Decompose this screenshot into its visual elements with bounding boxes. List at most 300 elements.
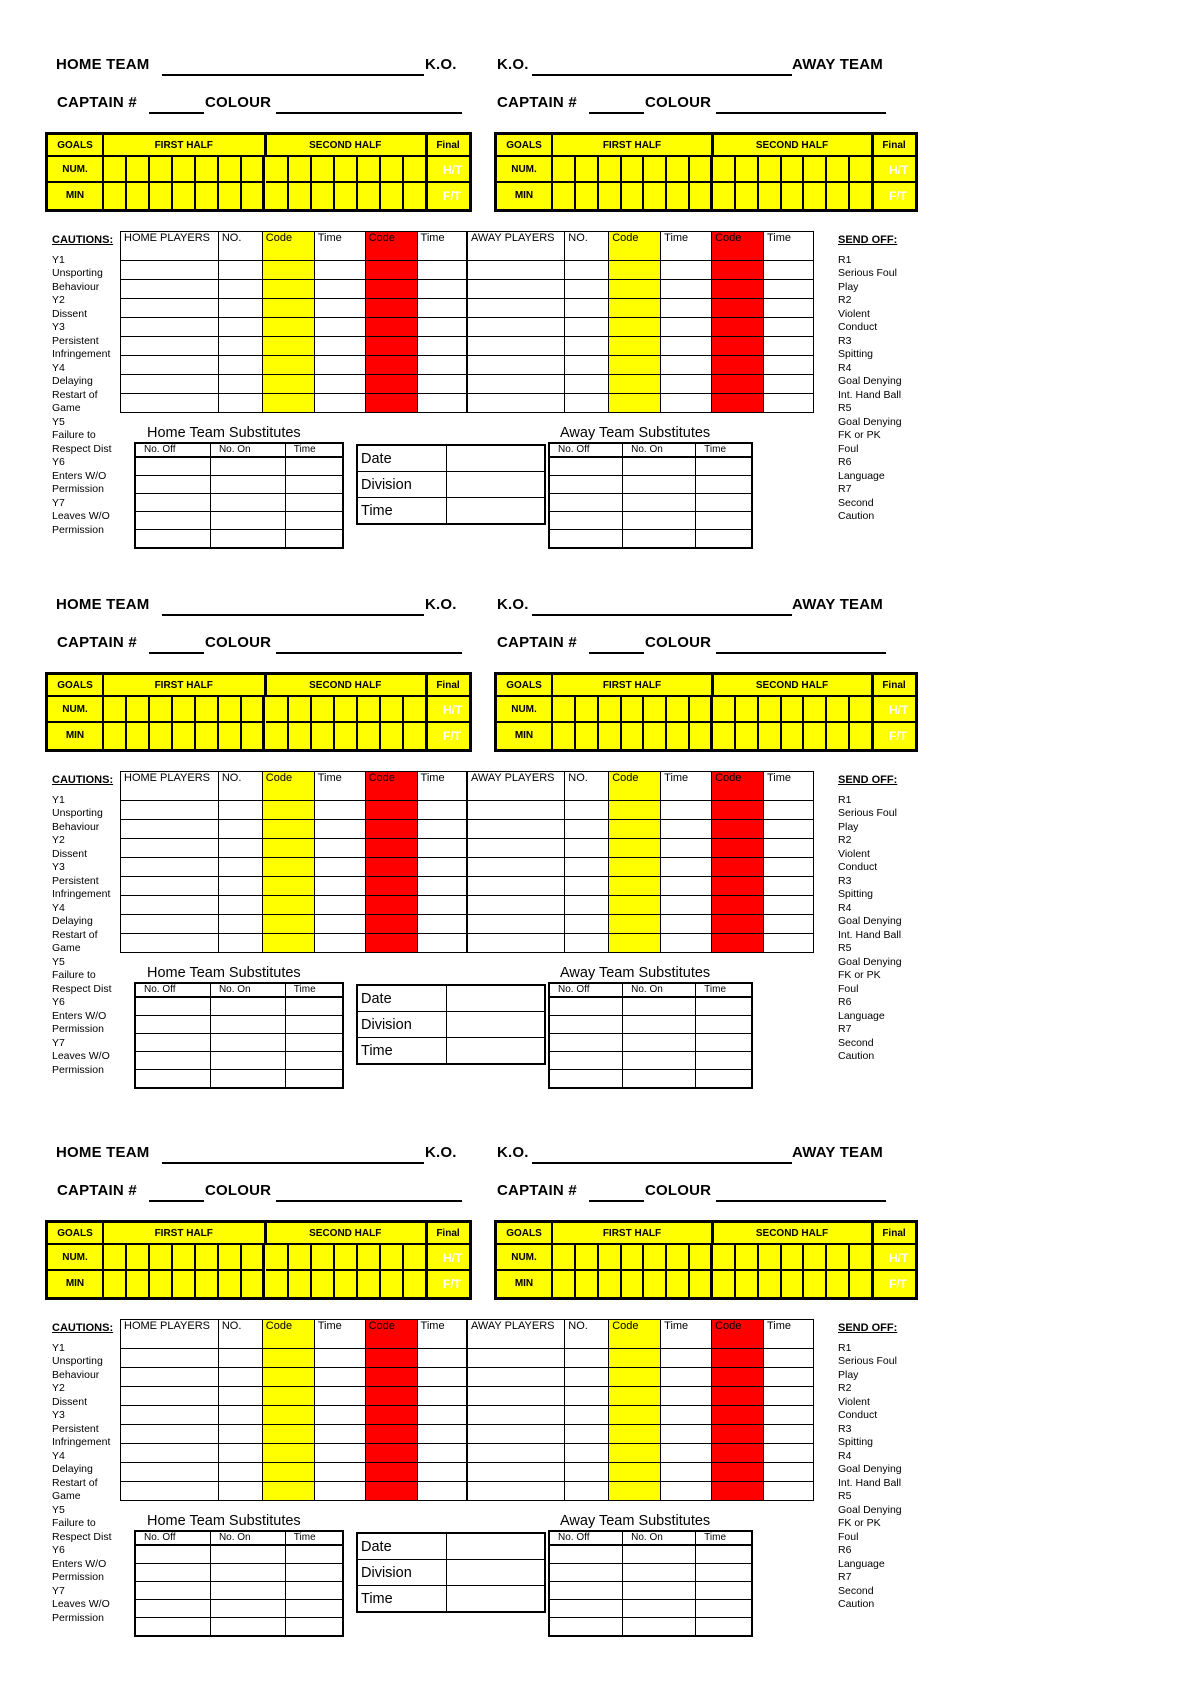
player-cell[interactable] (467, 896, 565, 915)
home-goals-grid[interactable] (45, 132, 472, 212)
goal-min-cell[interactable] (127, 723, 150, 749)
goal-num-cell[interactable] (196, 697, 219, 723)
goal-min-cell[interactable] (782, 1271, 805, 1297)
goal-num-cell[interactable] (289, 697, 312, 723)
goal-num-cell[interactable] (242, 157, 265, 183)
player-cell[interactable] (314, 1482, 365, 1501)
player-cell[interactable] (365, 1463, 417, 1482)
sub-cell[interactable] (549, 457, 623, 476)
goal-min-cell[interactable] (553, 183, 576, 209)
player-cell[interactable] (712, 934, 764, 953)
goal-num-cell[interactable] (553, 697, 576, 723)
player-cell[interactable] (763, 356, 813, 375)
goal-num-cell[interactable] (242, 1245, 265, 1271)
goal-num-cell[interactable] (381, 697, 404, 723)
half-time-score[interactable]: H/T (889, 1251, 909, 1265)
goal-num-cell[interactable] (850, 1245, 873, 1271)
player-cell[interactable] (262, 839, 314, 858)
goal-num-cell[interactable] (242, 697, 265, 723)
sub-cell[interactable] (549, 1582, 623, 1600)
player-cell[interactable] (365, 1368, 417, 1387)
goal-num-cell[interactable] (599, 1245, 622, 1271)
player-cell[interactable] (565, 337, 609, 356)
player-cell[interactable] (417, 801, 467, 820)
player-cell[interactable] (467, 1349, 565, 1368)
sub-cell[interactable] (549, 476, 623, 494)
sub-cell[interactable] (285, 457, 343, 476)
home-subs-table[interactable] (134, 1530, 344, 1637)
player-cell[interactable] (661, 261, 712, 280)
player-cell[interactable] (763, 375, 813, 394)
time-field[interactable] (447, 1586, 546, 1613)
sub-cell[interactable] (696, 1600, 752, 1618)
goal-min-cell[interactable] (736, 183, 759, 209)
sub-cell[interactable] (210, 494, 285, 512)
player-cell[interactable] (609, 337, 661, 356)
sub-cell[interactable] (623, 1564, 696, 1582)
goal-num-cell[interactable] (690, 697, 713, 723)
sub-cell[interactable] (549, 1564, 623, 1582)
player-cell[interactable] (417, 1463, 467, 1482)
date-field[interactable] (447, 985, 546, 1012)
player-cell[interactable] (417, 1425, 467, 1444)
goal-num-cell[interactable] (173, 1245, 196, 1271)
half-time-score[interactable]: H/T (443, 1251, 463, 1265)
goal-num-cell[interactable] (266, 697, 289, 723)
player-cell[interactable] (712, 1368, 764, 1387)
player-cell[interactable] (661, 1349, 712, 1368)
goal-num-cell[interactable] (576, 1245, 599, 1271)
goal-num-cell[interactable] (622, 697, 645, 723)
player-cell[interactable] (763, 839, 813, 858)
goal-num-cell[interactable] (381, 1245, 404, 1271)
goal-min-cell[interactable] (289, 723, 312, 749)
goal-num-cell[interactable] (782, 697, 805, 723)
player-cell[interactable] (763, 801, 813, 820)
goal-min-cell[interactable] (312, 1271, 335, 1297)
player-cell[interactable] (763, 858, 813, 877)
home-captain-field[interactable] (149, 636, 204, 654)
player-cell[interactable] (712, 299, 764, 318)
goal-num-cell[interactable] (219, 1245, 242, 1271)
sub-cell[interactable] (696, 512, 752, 530)
player-cell[interactable] (661, 1482, 712, 1501)
player-cell[interactable] (712, 1387, 764, 1406)
goal-num-cell[interactable] (127, 1245, 150, 1271)
goal-min-cell[interactable] (599, 723, 622, 749)
goal-min-cell[interactable] (173, 723, 196, 749)
goal-num-cell[interactable] (736, 1245, 759, 1271)
player-cell[interactable] (365, 1387, 417, 1406)
away-goals-grid[interactable] (494, 1220, 918, 1300)
goal-min-cell[interactable] (599, 183, 622, 209)
player-cell[interactable] (467, 261, 565, 280)
player-cell[interactable] (365, 877, 417, 896)
sub-cell[interactable] (549, 1016, 623, 1034)
player-cell[interactable] (467, 1406, 565, 1425)
player-cell[interactable] (314, 801, 365, 820)
goal-num-cell[interactable] (358, 157, 381, 183)
goal-min-cell[interactable] (381, 723, 404, 749)
player-cell[interactable] (712, 877, 764, 896)
sub-cell[interactable] (210, 1564, 285, 1582)
player-cell[interactable] (565, 839, 609, 858)
sub-cell[interactable] (623, 1582, 696, 1600)
goal-num-cell[interactable] (219, 697, 242, 723)
player-cell[interactable] (218, 280, 262, 299)
goal-num-cell[interactable] (266, 157, 289, 183)
away-ko-field[interactable] (532, 598, 792, 616)
sub-cell[interactable] (210, 1600, 285, 1618)
sub-cell[interactable] (285, 494, 343, 512)
goal-num-cell[interactable] (782, 1245, 805, 1271)
goal-num-cell[interactable] (335, 1245, 358, 1271)
sub-cell[interactable] (135, 476, 210, 494)
sub-cell[interactable] (135, 1582, 210, 1600)
player-cell[interactable] (121, 1425, 219, 1444)
player-cell[interactable] (661, 915, 712, 934)
player-cell[interactable] (365, 394, 417, 413)
player-cell[interactable] (365, 915, 417, 934)
player-cell[interactable] (218, 1387, 262, 1406)
player-cell[interactable] (365, 1425, 417, 1444)
sub-cell[interactable] (696, 1618, 752, 1637)
player-cell[interactable] (712, 1349, 764, 1368)
goal-num-cell[interactable] (104, 697, 127, 723)
goal-min-cell[interactable] (173, 183, 196, 209)
player-cell[interactable] (262, 1387, 314, 1406)
goal-min-cell[interactable] (358, 723, 381, 749)
goal-min-cell[interactable] (827, 183, 850, 209)
player-cell[interactable] (609, 858, 661, 877)
player-cell[interactable] (467, 877, 565, 896)
goal-num-cell[interactable] (827, 697, 850, 723)
match-info-table[interactable] (356, 444, 546, 525)
player-cell[interactable] (314, 1444, 365, 1463)
division-field[interactable] (447, 472, 546, 498)
division-field[interactable] (447, 1560, 546, 1586)
players-table[interactable] (120, 771, 814, 953)
player-cell[interactable] (218, 820, 262, 839)
match-info-table[interactable] (356, 1532, 546, 1613)
home-captain-field[interactable] (149, 96, 204, 114)
sub-cell[interactable] (210, 1016, 285, 1034)
player-cell[interactable] (609, 1463, 661, 1482)
goal-min-cell[interactable] (289, 183, 312, 209)
goal-min-cell[interactable] (358, 1271, 381, 1297)
sub-cell[interactable] (623, 494, 696, 512)
goal-num-cell[interactable] (266, 1245, 289, 1271)
goal-num-cell[interactable] (104, 1245, 127, 1271)
goal-min-cell[interactable] (312, 183, 335, 209)
player-cell[interactable] (417, 261, 467, 280)
player-cell[interactable] (121, 915, 219, 934)
player-cell[interactable] (314, 299, 365, 318)
goal-num-cell[interactable] (622, 157, 645, 183)
sub-cell[interactable] (285, 1016, 343, 1034)
sub-cell[interactable] (623, 1052, 696, 1070)
goal-num-cell[interactable] (690, 157, 713, 183)
player-cell[interactable] (121, 280, 219, 299)
player-cell[interactable] (712, 375, 764, 394)
away-captain-field[interactable] (589, 1184, 644, 1202)
sub-cell[interactable] (135, 512, 210, 530)
player-cell[interactable] (609, 394, 661, 413)
sub-cell[interactable] (696, 494, 752, 512)
player-cell[interactable] (609, 1349, 661, 1368)
player-cell[interactable] (565, 801, 609, 820)
player-cell[interactable] (467, 839, 565, 858)
player-cell[interactable] (712, 858, 764, 877)
player-cell[interactable] (712, 1425, 764, 1444)
time-field[interactable] (447, 498, 546, 525)
sub-cell[interactable] (210, 457, 285, 476)
player-cell[interactable] (712, 801, 764, 820)
goal-min-cell[interactable] (219, 723, 242, 749)
sub-cell[interactable] (135, 1070, 210, 1089)
sub-cell[interactable] (623, 997, 696, 1016)
goal-min-cell[interactable] (644, 1271, 667, 1297)
goal-min-cell[interactable] (266, 1271, 289, 1297)
goal-min-cell[interactable] (404, 723, 427, 749)
sub-cell[interactable] (696, 1545, 752, 1564)
player-cell[interactable] (609, 1406, 661, 1425)
player-cell[interactable] (121, 934, 219, 953)
goal-num-cell[interactable] (173, 697, 196, 723)
player-cell[interactable] (609, 356, 661, 375)
player-cell[interactable] (365, 858, 417, 877)
player-cell[interactable] (661, 356, 712, 375)
sub-cell[interactable] (210, 1070, 285, 1089)
player-cell[interactable] (314, 356, 365, 375)
full-time-score[interactable]: F/T (889, 1277, 907, 1291)
goal-min-cell[interactable] (196, 183, 219, 209)
player-cell[interactable] (121, 1387, 219, 1406)
player-cell[interactable] (314, 820, 365, 839)
goal-num-cell[interactable] (713, 697, 736, 723)
player-cell[interactable] (314, 1368, 365, 1387)
goal-num-cell[interactable] (358, 697, 381, 723)
full-time-score[interactable]: F/T (889, 729, 907, 743)
goal-num-cell[interactable] (804, 157, 827, 183)
sub-cell[interactable] (210, 476, 285, 494)
player-cell[interactable] (712, 261, 764, 280)
player-cell[interactable] (661, 858, 712, 877)
player-cell[interactable] (262, 299, 314, 318)
goal-num-cell[interactable] (289, 157, 312, 183)
player-cell[interactable] (565, 1349, 609, 1368)
player-cell[interactable] (218, 896, 262, 915)
player-cell[interactable] (661, 318, 712, 337)
goal-num-cell[interactable] (196, 157, 219, 183)
goal-num-cell[interactable] (576, 157, 599, 183)
player-cell[interactable] (712, 1406, 764, 1425)
player-cell[interactable] (218, 858, 262, 877)
goal-min-cell[interactable] (759, 183, 782, 209)
player-cell[interactable] (609, 318, 661, 337)
home-goals-grid[interactable] (45, 672, 472, 752)
sub-cell[interactable] (285, 512, 343, 530)
home-colour-field[interactable] (276, 1184, 462, 1202)
player-cell[interactable] (417, 375, 467, 394)
player-cell[interactable] (467, 280, 565, 299)
player-cell[interactable] (763, 934, 813, 953)
goal-min-cell[interactable] (219, 183, 242, 209)
goal-min-cell[interactable] (127, 183, 150, 209)
goal-min-cell[interactable] (782, 183, 805, 209)
player-cell[interactable] (565, 1368, 609, 1387)
sub-cell[interactable] (210, 1545, 285, 1564)
player-cell[interactable] (365, 1406, 417, 1425)
goal-min-cell[interactable] (104, 723, 127, 749)
player-cell[interactable] (121, 1368, 219, 1387)
goal-min-cell[interactable] (104, 183, 127, 209)
home-colour-field[interactable] (276, 636, 462, 654)
player-cell[interactable] (661, 1368, 712, 1387)
goal-num-cell[interactable] (667, 157, 690, 183)
player-cell[interactable] (609, 801, 661, 820)
player-cell[interactable] (121, 337, 219, 356)
goal-min-cell[interactable] (759, 1271, 782, 1297)
player-cell[interactable] (218, 1482, 262, 1501)
player-cell[interactable] (314, 877, 365, 896)
player-cell[interactable] (763, 1406, 813, 1425)
player-cell[interactable] (609, 1444, 661, 1463)
away-subs-table[interactable] (548, 1530, 753, 1637)
goal-min-cell[interactable] (576, 1271, 599, 1297)
goal-num-cell[interactable] (289, 1245, 312, 1271)
goal-num-cell[interactable] (690, 1245, 713, 1271)
away-goals-grid[interactable] (494, 132, 918, 212)
goal-min-cell[interactable] (622, 183, 645, 209)
player-cell[interactable] (314, 375, 365, 394)
player-cell[interactable] (417, 820, 467, 839)
player-cell[interactable] (417, 934, 467, 953)
goal-num-cell[interactable] (196, 1245, 219, 1271)
goal-num-cell[interactable] (599, 157, 622, 183)
goal-min-cell[interactable] (804, 723, 827, 749)
goal-num-cell[interactable] (219, 157, 242, 183)
sub-cell[interactable] (623, 1618, 696, 1637)
player-cell[interactable] (218, 1406, 262, 1425)
goal-min-cell[interactable] (404, 1271, 427, 1297)
player-cell[interactable] (609, 1387, 661, 1406)
player-cell[interactable] (218, 1349, 262, 1368)
goal-min-cell[interactable] (850, 723, 873, 749)
goal-num-cell[interactable] (782, 157, 805, 183)
sub-cell[interactable] (135, 1545, 210, 1564)
player-cell[interactable] (565, 896, 609, 915)
away-captain-field[interactable] (589, 96, 644, 114)
player-cell[interactable] (565, 356, 609, 375)
player-cell[interactable] (467, 375, 565, 394)
sub-cell[interactable] (135, 457, 210, 476)
sub-cell[interactable] (623, 457, 696, 476)
player-cell[interactable] (365, 280, 417, 299)
player-cell[interactable] (365, 1444, 417, 1463)
player-cell[interactable] (417, 299, 467, 318)
time-field[interactable] (447, 1038, 546, 1065)
away-captain-field[interactable] (589, 636, 644, 654)
sub-cell[interactable] (210, 1052, 285, 1070)
player-cell[interactable] (218, 915, 262, 934)
home-colour-field[interactable] (276, 96, 462, 114)
player-cell[interactable] (262, 394, 314, 413)
player-cell[interactable] (314, 1463, 365, 1482)
player-cell[interactable] (365, 896, 417, 915)
sub-cell[interactable] (285, 1070, 343, 1089)
goal-min-cell[interactable] (335, 183, 358, 209)
player-cell[interactable] (609, 915, 661, 934)
player-cell[interactable] (565, 1482, 609, 1501)
goal-num-cell[interactable] (850, 157, 873, 183)
full-time-score[interactable]: F/T (889, 189, 907, 203)
goal-min-cell[interactable] (335, 1271, 358, 1297)
player-cell[interactable] (365, 839, 417, 858)
player-cell[interactable] (763, 1349, 813, 1368)
goal-min-cell[interactable] (713, 1271, 736, 1297)
player-cell[interactable] (712, 1444, 764, 1463)
player-cell[interactable] (661, 280, 712, 299)
home-team-field[interactable] (162, 58, 424, 76)
sub-cell[interactable] (623, 512, 696, 530)
player-cell[interactable] (365, 801, 417, 820)
player-cell[interactable] (121, 801, 219, 820)
goal-min-cell[interactable] (690, 723, 713, 749)
date-field[interactable] (447, 1533, 546, 1560)
half-time-score[interactable]: H/T (443, 703, 463, 717)
player-cell[interactable] (661, 1406, 712, 1425)
player-cell[interactable] (609, 820, 661, 839)
goal-min-cell[interactable] (381, 183, 404, 209)
player-cell[interactable] (417, 1368, 467, 1387)
sub-cell[interactable] (696, 1052, 752, 1070)
player-cell[interactable] (609, 839, 661, 858)
player-cell[interactable] (763, 394, 813, 413)
goal-min-cell[interactable] (312, 723, 335, 749)
goal-min-cell[interactable] (150, 723, 173, 749)
sub-cell[interactable] (623, 1016, 696, 1034)
player-cell[interactable] (565, 915, 609, 934)
player-cell[interactable] (121, 839, 219, 858)
goal-num-cell[interactable] (150, 1245, 173, 1271)
goal-num-cell[interactable] (335, 697, 358, 723)
division-field[interactable] (447, 1012, 546, 1038)
player-cell[interactable] (565, 299, 609, 318)
players-table[interactable] (120, 1319, 814, 1501)
player-cell[interactable] (661, 375, 712, 394)
goal-min-cell[interactable] (404, 183, 427, 209)
player-cell[interactable] (121, 1463, 219, 1482)
goal-num-cell[interactable] (644, 1245, 667, 1271)
players-table[interactable] (120, 231, 814, 413)
player-cell[interactable] (565, 877, 609, 896)
player-cell[interactable] (565, 375, 609, 394)
player-cell[interactable] (467, 915, 565, 934)
sub-cell[interactable] (549, 1070, 623, 1089)
player-cell[interactable] (218, 934, 262, 953)
player-cell[interactable] (763, 1463, 813, 1482)
goal-num-cell[interactable] (759, 697, 782, 723)
player-cell[interactable] (661, 1387, 712, 1406)
goal-min-cell[interactable] (381, 1271, 404, 1297)
goal-num-cell[interactable] (599, 697, 622, 723)
player-cell[interactable] (661, 337, 712, 356)
player-cell[interactable] (661, 801, 712, 820)
sub-cell[interactable] (549, 512, 623, 530)
player-cell[interactable] (218, 877, 262, 896)
goal-num-cell[interactable] (736, 157, 759, 183)
